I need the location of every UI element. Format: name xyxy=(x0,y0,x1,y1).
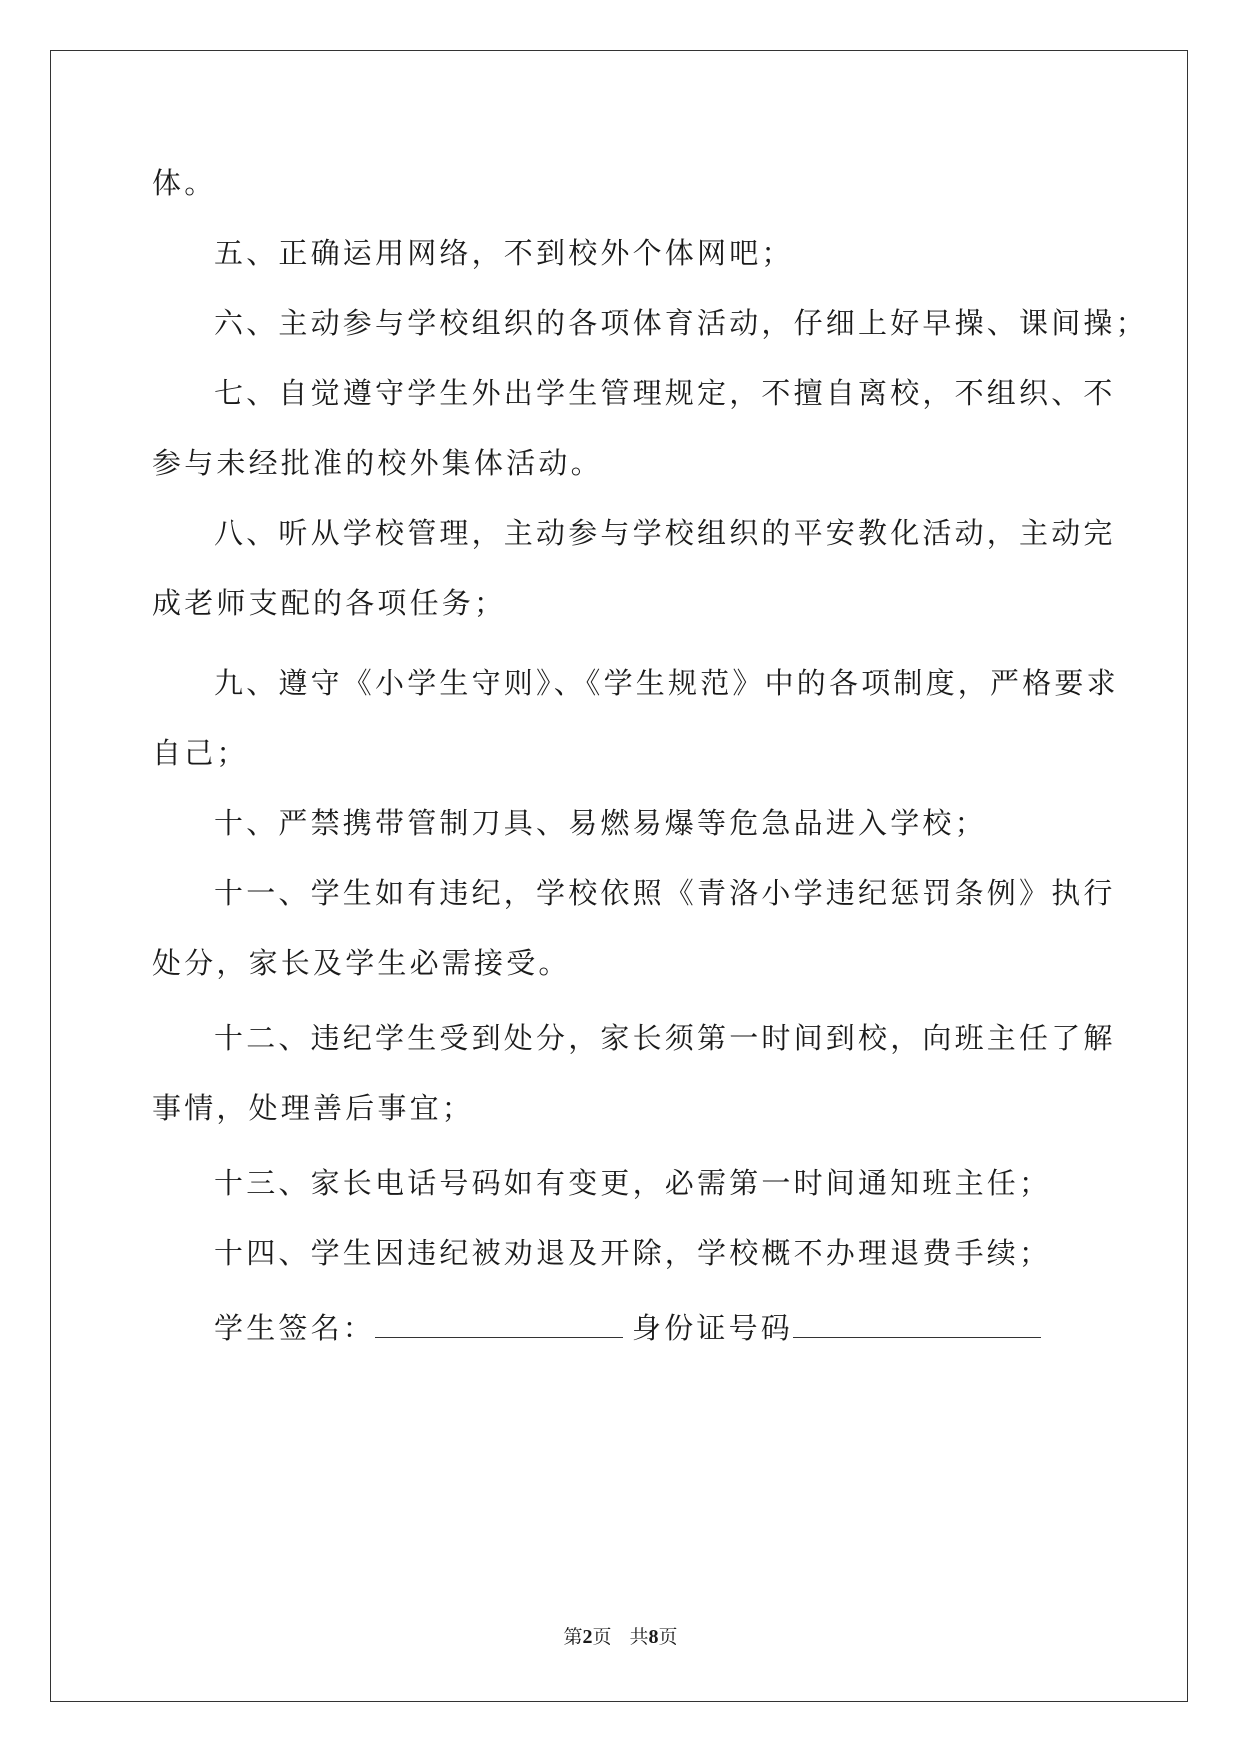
current-page-number: 2 xyxy=(582,1626,593,1648)
student-signature-label: 学生签名： xyxy=(214,1311,376,1345)
paragraph-line: 十、严禁携带管制刀具、易燃易爆等危急品进入学校； xyxy=(214,806,987,840)
id-number-row xyxy=(632,1305,1041,1345)
paragraph-line: 成老师支配的各项任务； xyxy=(152,586,507,620)
paragraph-line: 事情，处理善后事宜； xyxy=(152,1091,475,1125)
signature-row xyxy=(214,1305,623,1345)
total-page-number: 8 xyxy=(648,1626,659,1648)
footer-total-prefix: 共 xyxy=(629,1626,649,1648)
footer-page-suffix: 页 xyxy=(592,1626,612,1648)
paragraph-line: 九、遵守《小学生守则》、《学生规范》中的各项制度，严格要求 xyxy=(214,666,1119,700)
student-signature-blank[interactable] xyxy=(375,1305,623,1338)
footer-prefix: 第 xyxy=(563,1626,583,1648)
paragraph-line: 十四、学生因违纪被劝退及开除，学校概不办理退费手续； xyxy=(214,1236,1052,1270)
id-number-blank[interactable] xyxy=(793,1305,1041,1338)
paragraph-line: 十二、违纪学生受到处分，家长须第一时间到校，向班主任了解 xyxy=(214,1021,1116,1055)
footer-total-suffix: 页 xyxy=(658,1626,678,1648)
paragraph-line: 参与未经批准的校外集体活动。 xyxy=(152,446,603,480)
paragraph-line: 体。 xyxy=(152,166,217,200)
paragraph-line: 处分，家长及学生必需接受。 xyxy=(152,946,571,980)
paragraph-line: 五、正确运用网络，不到校外个体网吧； xyxy=(214,236,794,270)
page-footer xyxy=(0,1622,1241,1649)
id-number-label: 身份证号码 xyxy=(632,1311,794,1345)
paragraph-line: 六、主动参与学校组织的各项体育活动，仔细上好早操、课间操； xyxy=(214,306,1148,340)
paragraph-line: 十一、学生如有违纪，学校依照《青洛小学违纪惩罚条例》执行 xyxy=(214,876,1116,910)
paragraph-line: 十三、家长电话号码如有变更，必需第一时间通知班主任； xyxy=(214,1166,1052,1200)
paragraph-line: 自己； xyxy=(152,736,249,770)
paragraph-line: 七、自觉遵守学生外出学生管理规定，不擅自离校，不组织、不 xyxy=(214,376,1116,410)
paragraph-line: 八、听从学校管理，主动参与学校组织的平安教化活动，主动完 xyxy=(214,516,1116,550)
